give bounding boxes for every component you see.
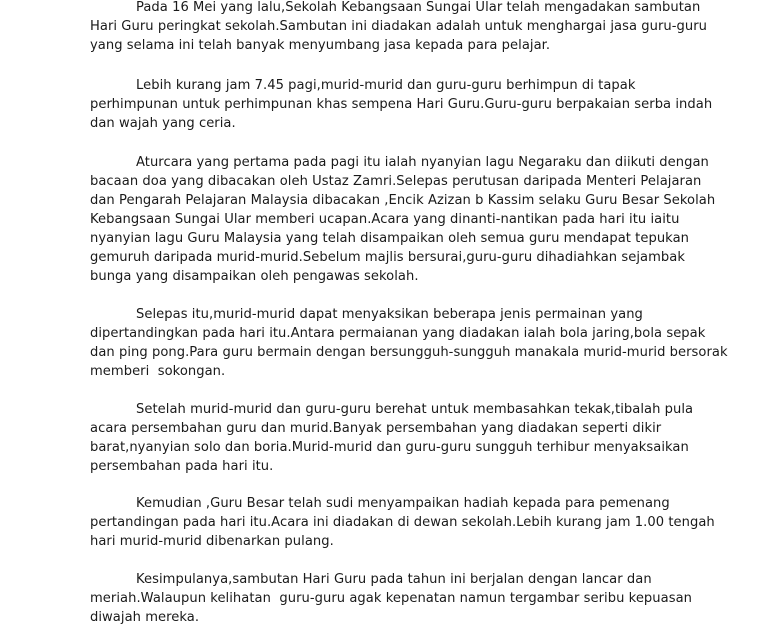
paragraph-line: Kesimpulanya,sambutan Hari Guru pada tahun ini berjalan dengan lancar dan: [136, 572, 652, 587]
paragraph-line: bacaan doa yang dibacakan oleh Ustaz Zamri.Selepas perutusan daripada Menteri Pelajaran: [90, 174, 702, 189]
paragraph-line: Pada 16 Mei yang lalu,Sekolah Kebangsaan Sungai Ular telah mengadakan sambutan: [136, 0, 701, 15]
paragraph-line: Kebangsaan Sungai Ular memberi ucapan.Acara yang dinanti-nantikan pada hari itu iaitu: [90, 212, 680, 227]
paragraph-line: dan wajah yang ceria.: [90, 116, 236, 131]
paragraph-line: memberi sokongan.: [90, 364, 226, 379]
paragraph-line: Hari Guru peringkat sekolah.Sambutan ini diadakan adalah untuk menghargai jasa guru-guru: [90, 19, 708, 34]
paragraph-line: diwajah mereka.: [90, 610, 200, 625]
paragraph-line: yang selama ini telah banyak menyumbang jasa kepada para pelajar.: [90, 38, 551, 53]
paragraph-line: Setelah murid-murid dan guru-guru berehat untuk membasahkan tekak,tibalah pula: [136, 402, 694, 417]
paragraph-line: hari murid-murid dibenarkan pulang.: [90, 534, 334, 549]
paragraph-line: gemuruh daripada murid-murid.Sebelum majlis bersurai,guru-guru dihadiahkan sejambak: [90, 250, 685, 265]
paragraph-line: nyanyian lagu Guru Malaysia yang telah disampaikan oleh semua guru mendapat tepukan: [90, 231, 689, 246]
paragraph-line: dan Pengarah Pelajaran Malaysia dibacakan ,Encik Azizan b Kassim selaku Guru Besar Sekolah: [90, 193, 716, 208]
paragraph-line: dan ping pong.Para guru bermain dengan bersungguh-sungguh manakala murid-murid bersorak: [90, 345, 728, 360]
paragraph-line: dipertandingkan pada hari itu.Antara permaianan yang diadakan ialah bola jaring,bola sepak: [90, 326, 706, 341]
paragraph-line: pertandingan pada hari itu.Acara ini diadakan di dewan sekolah.Lebih kurang jam 1.00 tengah: [90, 515, 715, 530]
paragraph-line: Lebih kurang jam 7.45 pagi,murid-murid dan guru-guru berhimpun di tapak: [136, 78, 636, 93]
paragraph-line: Selepas itu,murid-murid dapat menyaksikan beberapa jenis permainan yang: [136, 307, 643, 322]
paragraph-line: Kemudian ,Guru Besar telah sudi menyampaikan hadiah kepada para pemenang: [136, 496, 670, 511]
paragraph-line: Aturcara yang pertama pada pagi itu ialah nyanyian lagu Negaraku dan diikuti dengan: [136, 155, 709, 170]
paragraph-line: meriah.Walaupun kelihatan guru-guru agak kepenatan namun tergambar seribu kepuasan: [90, 591, 693, 606]
paragraph-line: perhimpunan untuk perhimpunan khas sempena Hari Guru.Guru-guru berpakaian serba indah: [90, 97, 713, 112]
paragraph-line: acara persembahan guru dan murid.Banyak persembahan yang diadakan seperti dikir: [90, 421, 662, 436]
paragraph-line: bunga yang disampaikan oleh pengawas sekolah.: [90, 269, 419, 284]
paragraph-line: persembahan pada hari itu.: [90, 459, 274, 474]
paragraph-line: barat,nyanyian solo dan boria.Murid-murid dan guru-guru sungguh terhibur menyaksaikan: [90, 440, 689, 455]
